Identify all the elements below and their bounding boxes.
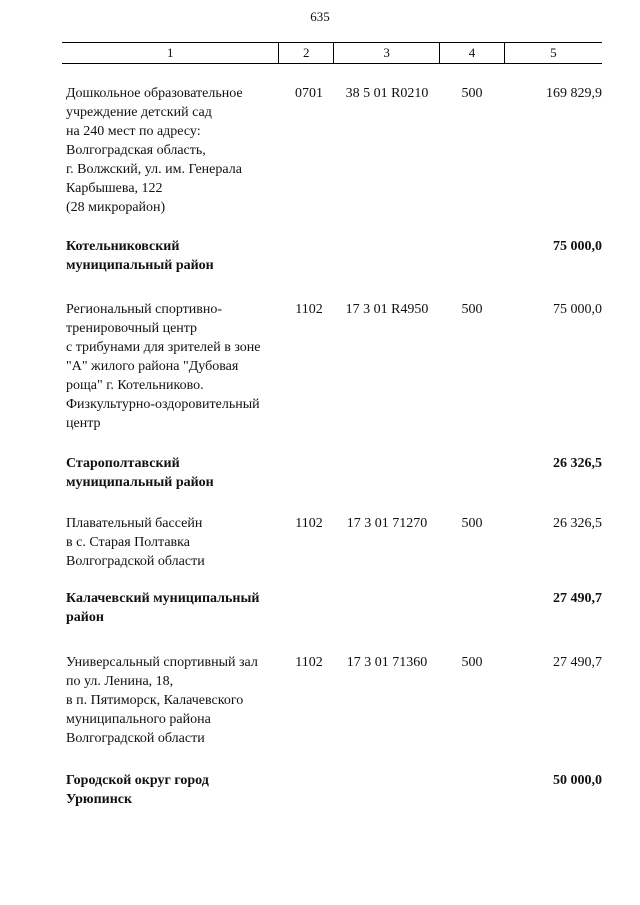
name-line: Плавательный бассейн (66, 516, 203, 531)
cell-amount: 26 326,5 (553, 456, 602, 471)
cell-type (440, 237, 504, 275)
cell-name (62, 514, 280, 571)
name-line: "А" жилого района "Дубовая (66, 359, 239, 374)
header-col-2: 2 (278, 43, 333, 63)
cell-amount: 27 490,7 (553, 591, 602, 606)
cell-type: 500 (461, 302, 483, 317)
cell-amount: 27 490,7 (553, 655, 602, 670)
name-line: на 240 мест по адресу: (66, 124, 201, 139)
name-line: Универсальный спортивный зал (66, 655, 258, 670)
budget-table (62, 42, 602, 807)
header-col-3: 3 (333, 43, 439, 63)
cell-name (62, 653, 280, 748)
table-header (62, 42, 602, 64)
name-line: Физкультурно-оздоровительный (66, 397, 260, 412)
cell-code (334, 589, 440, 627)
cell-code: 17 3 01 R4950 (345, 302, 429, 317)
cell-name (62, 454, 280, 492)
header-col-1: 1 (166, 45, 174, 60)
table-row (62, 84, 602, 217)
cell-name (62, 589, 280, 627)
cell-type: 500 (461, 655, 483, 670)
cell-code: 17 3 01 71360 (346, 655, 428, 670)
table-row (62, 514, 602, 571)
header-col-5: 5 (504, 43, 602, 63)
cell-section (280, 237, 334, 275)
cell-section (280, 589, 334, 627)
header-col-4: 4 (439, 43, 504, 63)
cell-section (280, 771, 334, 809)
cell-amount: 75 000,0 (553, 239, 602, 254)
name-line: с трибунами для зрителей в зоне (66, 340, 261, 355)
name-line: Котельниковский (66, 239, 180, 254)
name-line: центр (66, 416, 101, 431)
name-line: (28 микрорайон) (66, 200, 166, 215)
name-line: муниципального района (66, 712, 211, 727)
cell-name (62, 237, 280, 275)
name-line: Городской округ город (66, 773, 209, 788)
cell-code: 17 3 01 71270 (346, 516, 428, 531)
name-line: в п. Пятиморск, Калачевского (66, 693, 244, 708)
table-row-district (62, 771, 602, 809)
name-line: Старополтавский (66, 456, 180, 471)
name-line: Дошкольное образовательное (66, 86, 243, 101)
name-line: Карбышева, 122 (66, 181, 163, 196)
cell-section: 1102 (295, 302, 323, 317)
cell-amount: 26 326,5 (553, 516, 602, 531)
table-row-district (62, 589, 602, 627)
cell-section: 1102 (295, 516, 323, 531)
cell-amount: 50 000,0 (553, 773, 602, 788)
cell-type: 500 (461, 516, 483, 531)
table-row-district (62, 454, 602, 492)
page-number: 635 (310, 9, 330, 24)
cell-name (62, 84, 280, 217)
name-line: тренировочный центр (66, 321, 198, 336)
cell-type: 500 (461, 86, 483, 101)
table-row-district (62, 237, 602, 275)
cell-section: 1102 (295, 655, 323, 670)
name-line: по ул. Ленина, 18, (66, 674, 174, 689)
name-line: г. Волжский, ул. им. Генерала (66, 162, 242, 177)
name-line: Волгоградская область, (66, 143, 206, 158)
name-line: муниципальный район (66, 258, 214, 273)
name-line: Волгоградской области (66, 731, 205, 746)
name-line: Региональный спортивно- (66, 302, 223, 317)
name-line: роща" г. Котельниково. (66, 378, 204, 393)
cell-name (62, 771, 280, 809)
name-line: район (66, 610, 104, 625)
name-line: Урюпинск (66, 792, 133, 807)
cell-section: 0701 (295, 86, 323, 101)
name-line: в с. Старая Полтавка (66, 535, 190, 550)
name-line: учреждение детский сад (66, 105, 212, 120)
name-line: Волгоградской области (66, 554, 205, 569)
table-row (62, 300, 602, 433)
cell-type (440, 771, 504, 809)
cell-type (440, 589, 504, 627)
cell-name (62, 300, 280, 433)
name-line: Калачевский муниципальный (66, 591, 260, 606)
cell-amount: 75 000,0 (553, 302, 602, 317)
cell-type (440, 454, 504, 492)
table-row (62, 653, 602, 748)
cell-amount: 169 829,9 (546, 86, 602, 101)
cell-code: 38 5 01 R0210 (345, 86, 429, 101)
cell-code (334, 454, 440, 492)
cell-section (280, 454, 334, 492)
name-line: муниципальный район (66, 475, 214, 490)
cell-code (334, 771, 440, 809)
cell-code (334, 237, 440, 275)
